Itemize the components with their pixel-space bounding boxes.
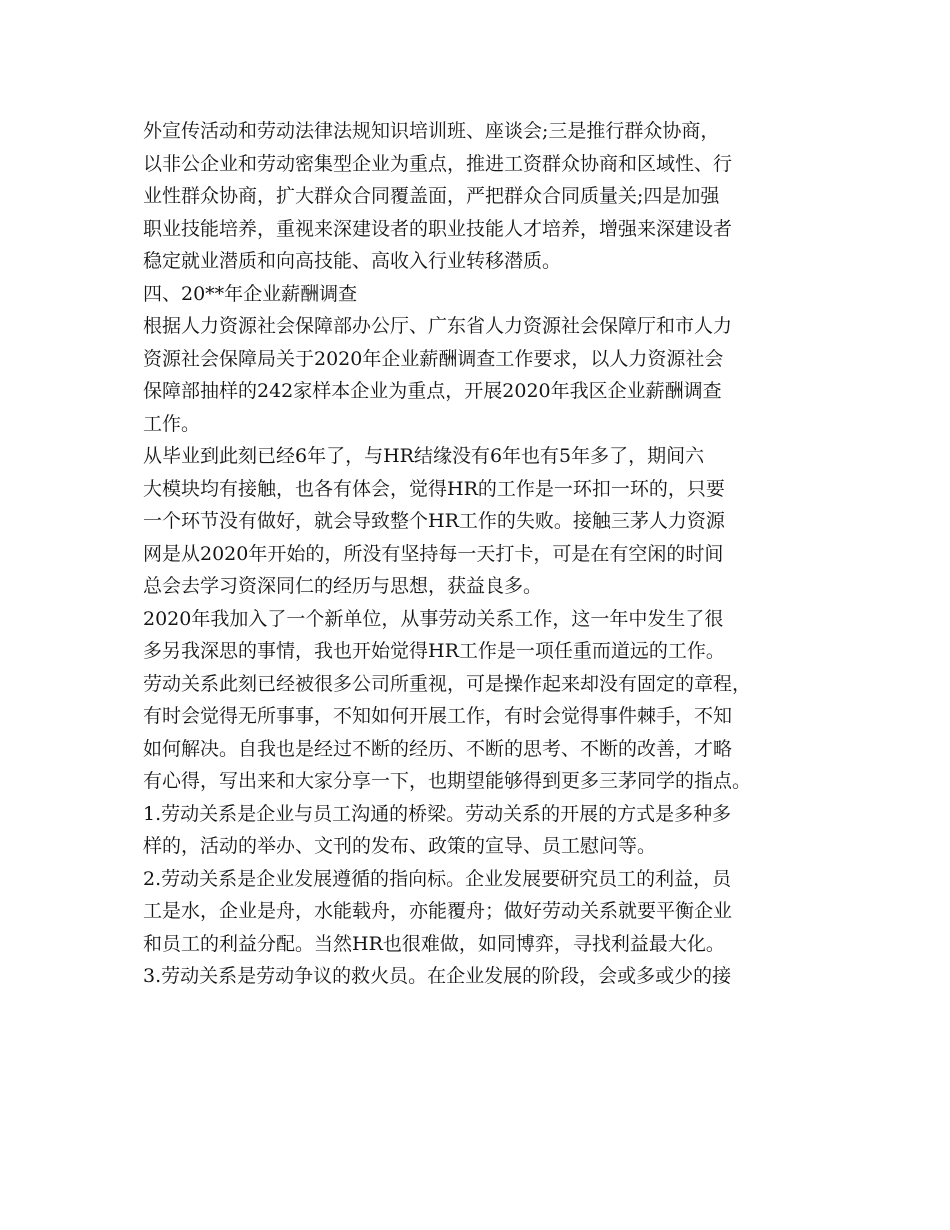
text-line-19: 有时会觉得无所事事，不知如何开展工作，有时会觉得事件棘手，不知 — [143, 705, 733, 727]
list-item-1-line-1: 1.劳动关系是企业与员工沟通的桥梁。劳动关系的开展的方式是多种多 — [143, 802, 732, 825]
text-line-18: 劳动关系此刻已经被很多公司所重视，可是操作起来却没有固定的章程， — [143, 672, 752, 695]
list-item-1-line-2: 样的，活动的举办、文刊的发布、政策的宣导、员工慰问等。 — [143, 835, 657, 857]
text-line-17: 多另我深思的事情，我也开始觉得HR工作是一项任重而道远的工作。 — [143, 640, 725, 662]
text-line-5: 稳定就业潜质和向高技能、高收入行业转移潜质。 — [143, 250, 562, 272]
document-body — [143, 115, 823, 993]
text-line-7: 根据人力资源社会保障部办公厅、广东省人力资源社会保障厅和市人力 — [143, 315, 733, 337]
text-line-2: 以非公企业和劳动密集型企业为重点，推进工资群众协商和区域性、行 — [143, 152, 733, 175]
text-line-4: 职业技能培养，重视来深建设者的职业技能人才培养，增强来深建设者 — [143, 217, 733, 240]
text-line-8: 资源社会保障局关于2020年企业薪酬调查工作要求，以人力资源社会 — [143, 347, 724, 370]
text-line-16: 2020年我加入了一个新单位，从事劳动关系工作，这一年中发生了很 — [143, 607, 724, 630]
text-line-9: 保障部抽样的242家样本企业为重点，开展2020年我区企业薪酬调查 — [143, 380, 722, 402]
list-item-3-line-1: 3.劳动关系是劳动争议的救火员。在企业发展的阶段，会或多或少的接 — [143, 965, 732, 987]
text-line-20: 如何解决。自我也是经过不断的经历、不断的思考、不断的改善，才略 — [143, 737, 733, 760]
text-line-15: 总会去学习资深同仁的经历与思想，获益良多。 — [143, 575, 543, 597]
text-line-3: 业性群众协商，扩大群众合同覆盖面，严把群众合同质量关;四是加强 — [143, 185, 720, 207]
text-line-14: 网是从2020年开始的，所没有坚持每一天打卡，可是在有空闲的时间 — [143, 542, 724, 565]
list-item-2-line-1: 2.劳动关系是企业发展遵循的指向标。企业发展要研究员工的利益，员 — [143, 867, 732, 890]
text-line-13: 一个环节没有做好，就会导致整个HR工作的失败。接触三茅人力资源 — [143, 510, 725, 532]
text-line-1: 外宣传活动和劳动法律法规知识培训班、座谈会;三是推行群众协商， — [143, 120, 720, 142]
text-line-21: 有心得，写出来和大家分享一下，也期望能够得到更多三茅同学的指点。 — [143, 770, 752, 792]
list-item-2-line-3: 和员工的利益分配。当然HR也很难做，如同博弈，寻找利益最大化。 — [143, 932, 725, 955]
text-line-11: 从毕业到此刻已经6年了，与HR结缘没有6年也有5年多了，期间六 — [143, 445, 705, 467]
text-line-12: 大模块均有接触，也各有体会，觉得HR的工作是一环扣一环的，只要 — [143, 477, 725, 500]
text-line-10: 工作。 — [143, 412, 201, 435]
section-heading: 四、20**年企业薪酬调查 — [143, 282, 358, 305]
list-item-2-line-2: 工是水，企业是舟，水能载舟，亦能覆舟；做好劳动关系就要平衡企业 — [143, 900, 733, 922]
